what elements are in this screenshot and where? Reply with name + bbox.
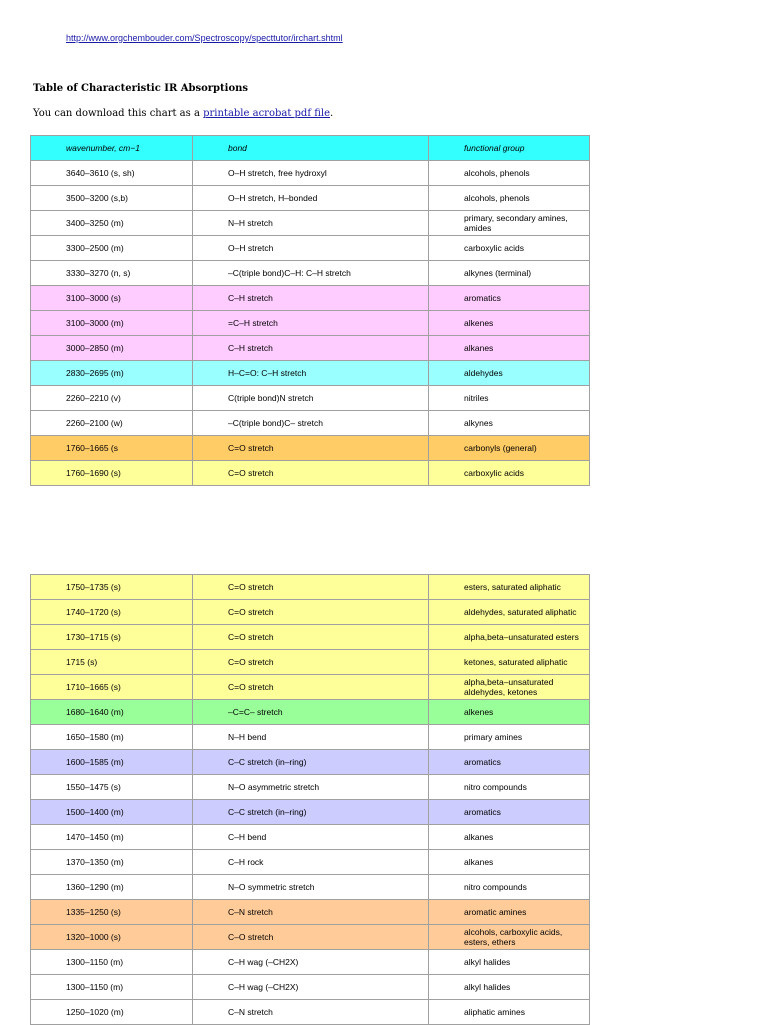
functional-group-cell: aldehydes <box>429 361 590 386</box>
bond-cell: –C(triple bond)C–H: C–H stretch <box>193 261 429 286</box>
wavenumber-cell: 1335–1250 (s) <box>31 900 193 925</box>
bond-cell: C–H stretch <box>193 286 429 311</box>
wavenumber-cell: 1730–1715 (s) <box>31 625 193 650</box>
bond-cell: O–H stretch, H–bonded <box>193 186 429 211</box>
wavenumber-cell: 1680–1640 (m) <box>31 700 193 725</box>
wavenumber-cell: 3330–3270 (n, s) <box>31 261 193 286</box>
table-row <box>31 336 590 361</box>
wavenumber-cell: 1600–1585 (m) <box>31 750 193 775</box>
bond-cell: H–C=O: C–H stretch <box>193 361 429 386</box>
table-row <box>31 650 590 675</box>
table-row <box>31 261 590 286</box>
functional-group-cell: aromatic amines <box>429 900 590 925</box>
source-url-link[interactable]: http://www.orgchembouder.com/Spectroscopy/specttutor/irchart.shtml <box>66 33 343 43</box>
functional-group-cell: nitriles <box>429 386 590 411</box>
table-row <box>31 825 590 850</box>
wavenumber-cell: 1760–1690 (s) <box>31 461 193 486</box>
functional-group-cell: alkenes <box>429 311 590 336</box>
table-row <box>31 975 590 1000</box>
wavenumber-cell: 3100–3000 (s) <box>31 286 193 311</box>
download-prefix: You can download this chart as a <box>33 108 204 119</box>
bond-cell: C(triple bond)N stretch <box>193 386 429 411</box>
bond-cell: N–H bend <box>193 725 429 750</box>
bond-cell: C–C stretch (in–ring) <box>193 750 429 775</box>
wavenumber-cell: 1360–1290 (m) <box>31 875 193 900</box>
bond-cell: C=O stretch <box>193 675 429 700</box>
functional-group-cell: alpha,beta–unsaturated esters <box>429 625 590 650</box>
bond-cell: N–O symmetric stretch <box>193 875 429 900</box>
bond-cell: –C(triple bond)C– stretch <box>193 411 429 436</box>
download-line <box>33 108 333 119</box>
table-row <box>31 800 590 825</box>
download-suffix: . <box>330 108 334 119</box>
wavenumber-cell: 1650–1580 (m) <box>31 725 193 750</box>
table-row <box>31 675 590 700</box>
wavenumber-cell: 3000–2850 (m) <box>31 336 193 361</box>
wavenumber-cell: 1300–1150 (m) <box>31 975 193 1000</box>
bond-cell: C=O stretch <box>193 575 429 600</box>
functional-group-cell: alcohols, phenols <box>429 161 590 186</box>
wavenumber-cell: 1320–1000 (s) <box>31 925 193 950</box>
functional-group-cell: alcohols, carboxylic acids, esters, ethers <box>429 925 590 950</box>
table-row <box>31 386 590 411</box>
bond-cell: C=O stretch <box>193 625 429 650</box>
bond-cell: C–H rock <box>193 850 429 875</box>
table-row <box>31 211 590 236</box>
bond-cell: C–H wag (–CH2X) <box>193 950 429 975</box>
bond-cell: =C–H stretch <box>193 311 429 336</box>
functional-group-cell: aromatics <box>429 286 590 311</box>
wavenumber-cell: 2830–2695 (m) <box>31 361 193 386</box>
ir-absorption-table-2 <box>30 574 590 1025</box>
functional-group-cell: alcohols, phenols <box>429 186 590 211</box>
functional-group-cell: ketones, saturated aliphatic <box>429 650 590 675</box>
wavenumber-cell: 2260–2100 (w) <box>31 411 193 436</box>
table-row <box>31 875 590 900</box>
functional-group-cell: aromatics <box>429 800 590 825</box>
functional-group-cell: carboxylic acids <box>429 236 590 261</box>
table-row <box>31 361 590 386</box>
table-row <box>31 850 590 875</box>
table-row <box>31 411 590 436</box>
bond-cell: C–H bend <box>193 825 429 850</box>
functional-group-cell: alkyl halides <box>429 950 590 975</box>
functional-group-cell: alkynes <box>429 411 590 436</box>
table-row <box>31 286 590 311</box>
functional-group-cell: alkanes <box>429 825 590 850</box>
header-bond: bond <box>193 136 429 161</box>
table-row <box>31 600 590 625</box>
table-row <box>31 700 590 725</box>
functional-group-cell: primary amines <box>429 725 590 750</box>
functional-group-cell: alpha,beta–unsaturated aldehydes, ketones <box>429 675 590 700</box>
table-row <box>31 750 590 775</box>
functional-group-cell: nitro compounds <box>429 775 590 800</box>
bond-cell: C–H stretch <box>193 336 429 361</box>
wavenumber-cell: 1740–1720 (s) <box>31 600 193 625</box>
table-row <box>31 236 590 261</box>
functional-group-cell: alkanes <box>429 850 590 875</box>
wavenumber-cell: 3300–2500 (m) <box>31 236 193 261</box>
table-row <box>31 575 590 600</box>
wavenumber-cell: 1500–1400 (m) <box>31 800 193 825</box>
wavenumber-cell: 1300–1150 (m) <box>31 950 193 975</box>
functional-group-cell: alkanes <box>429 336 590 361</box>
functional-group-cell: alkenes <box>429 700 590 725</box>
wavenumber-cell: 1715 (s) <box>31 650 193 675</box>
table-row <box>31 1000 590 1025</box>
functional-group-cell: carbonyls (general) <box>429 436 590 461</box>
functional-group-cell: carboxylic acids <box>429 461 590 486</box>
page-title: Table of Characteristic IR Absorptions <box>33 83 249 94</box>
functional-group-cell: nitro compounds <box>429 875 590 900</box>
wavenumber-cell: 1370–1350 (m) <box>31 850 193 875</box>
functional-group-cell: alkyl halides <box>429 975 590 1000</box>
header-functional-group: functional group <box>429 136 590 161</box>
wavenumber-cell: 1550–1475 (s) <box>31 775 193 800</box>
table-row <box>31 161 590 186</box>
table-row <box>31 950 590 975</box>
functional-group-cell: esters, saturated aliphatic <box>429 575 590 600</box>
functional-group-cell: primary, secondary amines, amides <box>429 211 590 236</box>
wavenumber-cell: 1750–1735 (s) <box>31 575 193 600</box>
bond-cell: C–N stretch <box>193 1000 429 1025</box>
bond-cell: C–C stretch (in–ring) <box>193 800 429 825</box>
table-row <box>31 725 590 750</box>
table-row <box>31 625 590 650</box>
wavenumber-cell: 2260–2210 (v) <box>31 386 193 411</box>
table-row <box>31 461 590 486</box>
bond-cell: C=O stretch <box>193 436 429 461</box>
bond-cell: O–H stretch, free hydroxyl <box>193 161 429 186</box>
wavenumber-cell: 1710–1665 (s) <box>31 675 193 700</box>
wavenumber-cell: 1470–1450 (m) <box>31 825 193 850</box>
wavenumber-cell: 3100–3000 (m) <box>31 311 193 336</box>
pdf-download-link[interactable]: printable acrobat pdf file <box>203 108 330 119</box>
bond-cell: C–N stretch <box>193 900 429 925</box>
table-row <box>31 311 590 336</box>
wavenumber-cell: 3640–3610 (s, sh) <box>31 161 193 186</box>
bond-cell: N–O asymmetric stretch <box>193 775 429 800</box>
table-row <box>31 186 590 211</box>
table-header-row <box>31 136 590 161</box>
bond-cell: O–H stretch <box>193 236 429 261</box>
bond-cell: C=O stretch <box>193 461 429 486</box>
functional-group-cell: aldehydes, saturated aliphatic <box>429 600 590 625</box>
wavenumber-cell: 1250–1020 (m) <box>31 1000 193 1025</box>
bond-cell: –C=C– stretch <box>193 700 429 725</box>
bond-cell: C=O stretch <box>193 650 429 675</box>
bond-cell: C–O stretch <box>193 925 429 950</box>
table-row <box>31 925 590 950</box>
table-row <box>31 775 590 800</box>
ir-absorption-table-1 <box>30 135 590 486</box>
functional-group-cell: alkynes (terminal) <box>429 261 590 286</box>
bond-cell: N–H stretch <box>193 211 429 236</box>
bond-cell: C–H wag (–CH2X) <box>193 975 429 1000</box>
table-row <box>31 436 590 461</box>
table-row <box>31 900 590 925</box>
wavenumber-cell: 1760–1665 (s <box>31 436 193 461</box>
wavenumber-cell: 3500–3200 (s,b) <box>31 186 193 211</box>
header-wavenumber: wavenumber, cm−1 <box>31 136 193 161</box>
wavenumber-cell: 3400–3250 (m) <box>31 211 193 236</box>
functional-group-cell: aliphatic amines <box>429 1000 590 1025</box>
functional-group-cell: aromatics <box>429 750 590 775</box>
bond-cell: C=O stretch <box>193 600 429 625</box>
